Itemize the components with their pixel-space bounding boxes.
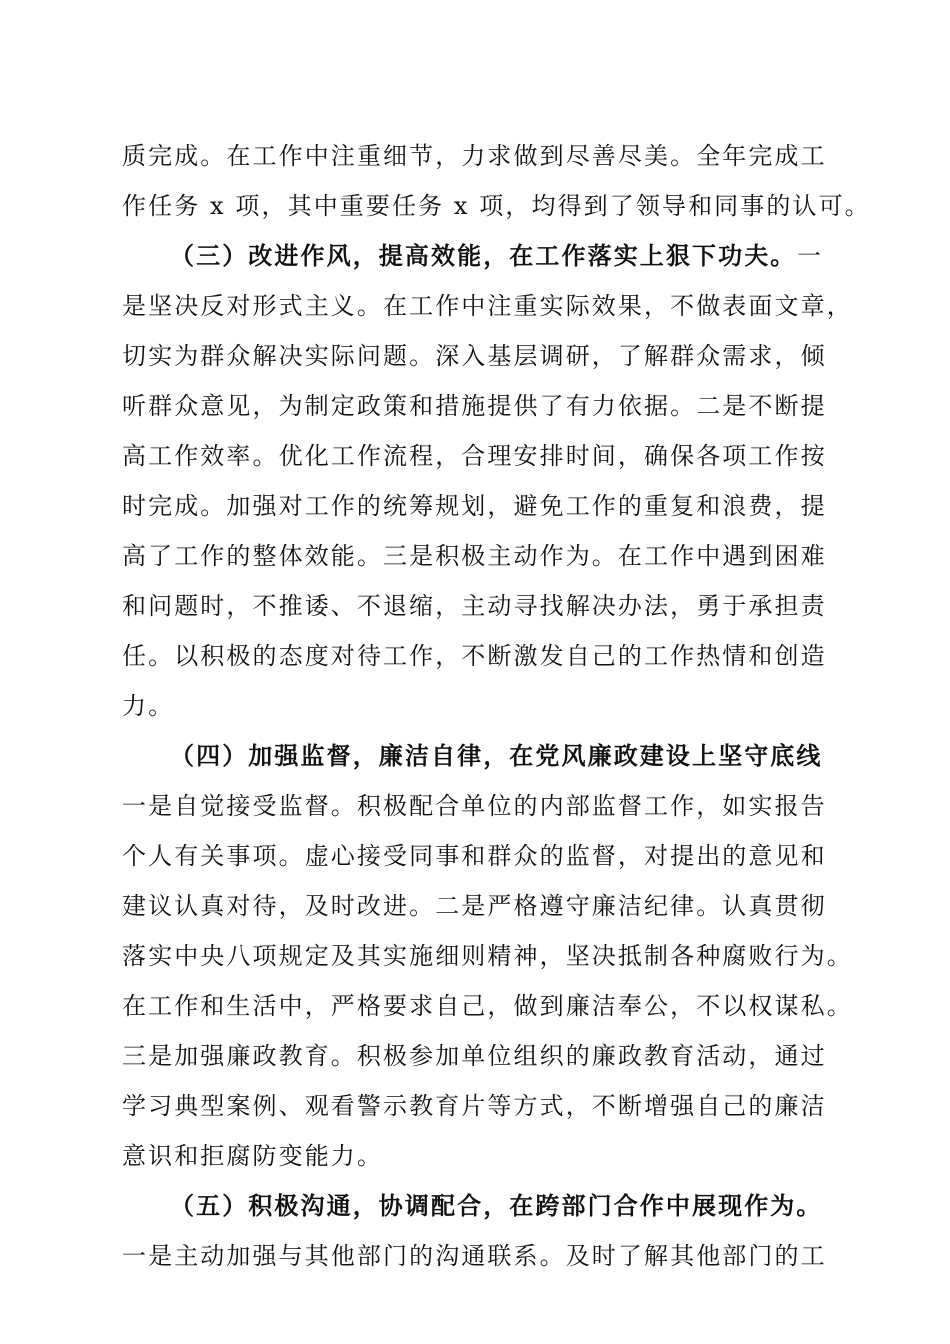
body-line: 在工作和生活中，严格要求自己，做到廉洁奉公，不以权谋私。 bbox=[122, 992, 853, 1020]
body-line: 意识和拒腐防变能力。 bbox=[122, 1142, 383, 1170]
body-line: 和问题时，不推诿、不退缩，主动寻找解决办法，勇于承担责 bbox=[122, 592, 827, 620]
body-line: 作任务 x 项，其中重要任务 x 项，均得到了领导和同事的认可。 bbox=[122, 192, 871, 220]
body-line: 时完成。加强对工作的统筹规划，避免工作的重复和浪费，提 bbox=[122, 492, 827, 520]
section-heading-4: （四）加强监督，廉洁自律，在党风廉政建设上坚守底线 bbox=[170, 741, 823, 770]
body-line: 听群众意见，为制定政策和措施提供了有力依据。二是不断提 bbox=[122, 392, 827, 420]
body-line: 三是加强廉政教育。积极参加单位组织的廉政教育活动，通过 bbox=[122, 1042, 827, 1070]
body-line: 落实中央八项规定及其实施细则精神，坚决抵制各种腐败行为。 bbox=[122, 942, 853, 970]
body-line: 高工作效率。优化工作流程，合理安排时间，确保各项工作按 bbox=[122, 442, 827, 470]
body-line: 质完成。在工作中注重细节，力求做到尽善尽美。全年完成工 bbox=[122, 142, 827, 170]
section-heading-3: （三）改进作风，提高效能，在工作落实上狠下功夫。 bbox=[170, 241, 797, 270]
body-line: 个人有关事项。虚心接受同事和群众的监督，对提出的意见和 bbox=[122, 842, 827, 870]
body-line: 一 bbox=[797, 242, 824, 270]
body-line: 建议认真对待，及时改进。二是严格遵守廉洁纪律。认真贯彻 bbox=[122, 892, 827, 920]
body-line: 高了工作的整体效能。三是积极主动作为。在工作中遇到困难 bbox=[122, 542, 827, 570]
body-line: 力。 bbox=[122, 692, 175, 720]
body-line: 是坚决反对形式主义。在工作中注重实际效果，不做表面文章， bbox=[122, 292, 853, 320]
body-line: 任。以积极的态度对待工作，不断激发自己的工作热情和创造 bbox=[122, 642, 827, 670]
body-line: 一是自觉接受监督。积极配合单位的内部监督工作，如实报告 bbox=[122, 792, 827, 820]
body-line: 切实为群众解决实际问题。深入基层调研，了解群众需求，倾 bbox=[122, 342, 827, 370]
body-line: 一是主动加强与其他部门的沟通联系。及时了解其他部门的工 bbox=[122, 1242, 827, 1270]
body-line: 学习典型案例、观看警示教育片等方式，不断增强自己的廉洁 bbox=[122, 1092, 827, 1120]
section-heading-5: （五）积极沟通，协调配合，在跨部门合作中展现作为。 bbox=[170, 1191, 823, 1220]
